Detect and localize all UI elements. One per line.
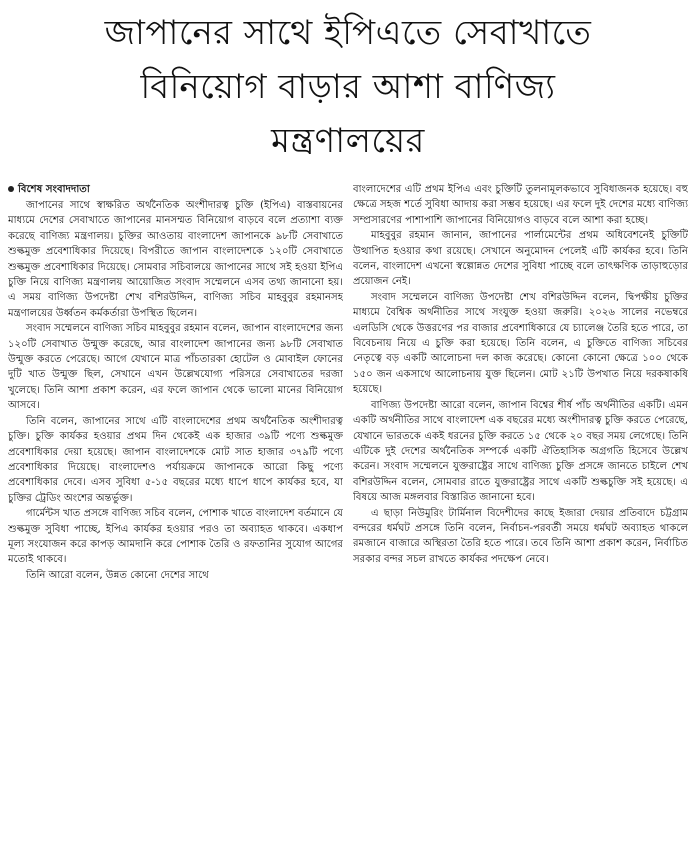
left-column [8, 182, 343, 846]
headline-line-3: মন্ত্রণালয়ের [271, 121, 425, 161]
headline [0, 6, 696, 168]
headline-line-2: বিনিয়োগ বাড়ার আশা বাণিজ্য [140, 67, 556, 107]
paragraph: সংবাদ সম্মেলনে বাণিজ্য উপদেষ্টা শেখ বশিরউদ্দিন বলেন, দ্বিপক্ষীয় চুক্তির মাধ্যমে বৈশ্বিক অর্থনীতির সাথে সংযুক্ত হওয়া জরুরি। ২০২৬ সালের নভেম্বরে এলডিসি থেকে উত্তরণের পর বাজার প্রবেশাধিকারে যে চ্যালেঞ্জ তৈরি হতে পারে, তা বিবেচনায় নিয়ে এ চুক্তি করা হয়েছে। তিনি বলেন, এ চুক্তিতে বাণিজ্য সচিবের নেতৃত্বে বড় একটি আলোচনা দল কাজ করেছে। কোনো কোনো ক্ষেত্রে ১০০ থেকে ১৫০ জন একসাথে আলোচনায় যুক্ত ছিলেন। মোট ২১টি উপখাত নিয়ে দরকষাকষি হয়েছে। [353, 291, 688, 396]
paragraph: তিনি বলেন, জাপানের সাথে এটি বাংলাদেশের প্রথম অর্থনৈতিক অংশীদারত্ব চুক্তি। চুক্তি কার্যকর হওয়ার প্রথম দিন থেকেই এক হাজার ৩৯টি পণ্যে শুল্কমুক্ত প্রবেশাধিকার দেয়া হয়েছে। জাপান বাংলাদেশকে মোট সাত হাজার ৩৭৯টি পণ্যে প্রবেশাধিকার দিয়েছে। বাংলাদেশও পর্যায়ক্রমে জাপানকে আরো কিছু পণ্যে প্রবেশাধিকার দেবে। এসব সুবিধা ৫-১৫ বছরের মধ্যে ধাপে ধাপে কার্যকর হবে, যা চুক্তির ট্রেডিং অংশের অন্তর্ভুক্ত। [8, 415, 343, 504]
paragraph: জাপানের সাথে স্বাক্ষরিত অর্থনৈতিক অংশীদারত্ব চুক্তি (ইপিএ) বাস্তবায়নের মাধ্যমে দেশের সেবাখাতে জাপানের মানসম্মত বিনিয়োগ বাড়বে বলে প্রত্যাশা ব্যক্ত করেছে বাণিজ্য মন্ত্রণালয়। চুক্তির আওতায় বাংলাদেশ জাপানকে ৯৮টি সেবাখাতে শুল্কমুক্ত প্রবেশাধিকার দিয়েছে। বিপরীতে জাপান বাংলাদেশকে ১২০টি সেবাখাতে শুল্কমুক্ত প্রবেশাধিকার দিয়েছে। সোমবার সচিবালয়ে জাপানের সাথে সই হওয়া ইপিএ চুক্তি নিয়ে বাণিজ্য মন্ত্রণালয় আয়োজিত সংবাদ সম্মেলনে এসব তথ্য জানানো হয়। এ সময় বাণিজ্য উপদেষ্টা শেখ বশিরউদ্দিন, বাণিজ্য সচিব মাহবুবুর রহমানসহ মন্ত্রণালয়ের উর্ধ্বতন কর্মকর্তারা উপস্থিত ছিলেন। [8, 200, 343, 319]
paragraph: এ ছাড়া নিউমুরিং টার্মিনাল বিদেশীদের কাছে ইজারা দেয়ার প্রতিবাদে চট্টগ্রাম বন্দরের ধর্মঘট প্রসঙ্গে তিনি বলেন, নির্বাচন-পরবর্তী সময়ে ধর্মঘট অব্যাহত থাকলে রমজানে বাজারে অস্থিরতা তৈরি হতে পারে। তবে তিনি আশা প্রকাশ করেন, নির্বাচিত সরকার বন্দর সচল রাখতে কার্যকর পদক্ষেপ নেবে। [353, 507, 688, 565]
paragraph: গার্মেন্টস খাত প্রসঙ্গে বাণিজ্য সচিব বলেন, পোশাক খাতে বাংলাদেশ বর্তমানে যে শুল্কমুক্ত সুবিধা পাচ্ছে, ইপিএ কার্যকর হওয়ার পরও তা অব্যাহত থাকবে। একধাপ মূল্য সংযোজন করে কাপড় আমদানি করে পোশাক তৈরি ও রফতানির সুযোগ আগের মতোই থাকবে। [8, 508, 343, 566]
article-body [8, 182, 688, 846]
paragraph: সংবাদ সম্মেলনে বাণিজ্য সচিব মাহবুবুর রহমান বলেন, জাপান বাংলাদেশের জন্য ১২০টি সেবাখাত উন্মুক্ত করেছে, আর বাংলাদেশ জাপানের জন্য ৯৮টি সেবাখাত উন্মুক্ত করতে পেরেছে। আগে যেখানে মাত্র পাঁচতারকা হোটেল ও মোবাইল ফোনের দুটি খাত উন্মুক্ত ছিল, সেখানে এখন উল্লেখযোগ্য পরিসরে সেবাখাতের দরজা খুলেছে। তিনি আশা প্রকাশ করেন, এর ফলে জাপান থেকে ভালো মানের বিনিয়োগ আসবে। [8, 323, 343, 412]
byline-text: বিশেষ সংবাদদাতা [18, 184, 90, 195]
headline-line-1: জাপানের সাথে ইপিএতে সেবাখাতে [104, 13, 592, 53]
right-column [353, 182, 688, 846]
paragraph: বাংলাদেশের এটি প্রথম ইপিএ এবং চুক্তিটি তুলনামূলকভাবে সুবিধাজনক হয়েছে। বহু ক্ষেত্রে সহজ শর্তে সুবিধা আদায় করা সম্ভব হয়েছে। এর ফলে দুই দেশের মধ্যে বাণিজ্য সম্প্রসারণের পাশাপাশি জাপানের বিনিয়োগও বাড়বে বলে আশা করা হচ্ছে। [353, 184, 688, 226]
paragraph: তিনি আরো বলেন, উন্নত কোনো দেশের সাথে [26, 569, 209, 581]
paragraph: বাণিজ্য উপদেষ্টা আরো বলেন, জাপান বিশ্বের শীর্ষ পাঁচ অর্থনীতির একটি। এমন একটি অর্থনীতির সাথে বাংলাদেশ এক বছরের মধ্যে অংশীদারত্ব চুক্তি করতে পেরেছে, যেখানে ভারতকে একই ধরনের চুক্তি করতে ১৫ থেকে ২০ বছর সময় লেগেছে। তিনি এটিকে দুই দেশের অর্থনৈতিক সম্পর্কে একটি ঐতিহাসিক অগ্রগতি হিসেবে উল্লেখ করেন। সংবাদ সম্মেলনে যুক্তরাষ্ট্রের সাথে বাণিজ্য চুক্তি প্রসঙ্গে জানতে চাইলে শেখ বশিরউদ্দিন বলেন, সোমবার রাতে যুক্তরাষ্ট্রের সাথে একটি শুল্কচুক্তি সই হয়েছে। এ বিষয়ে আজ মঙ্গলবার বিস্তারিত জানানো হবে। [353, 399, 688, 504]
paragraph: মাহবুবুর রহমান জানান, জাপানের পার্লামেন্টের প্রথম অধিবেশনেই চুক্তিটি উত্থাপিত হওয়ার কথা রয়েছে। সেখানে অনুমোদন পেলেই এটি কার্যকর হবে। তিনি বলেন, বাংলাদেশ এখনো স্বল্পোন্নত দেশের সুবিধা পাচ্ছে বলে তাৎক্ষণিক তাড়াহুড়োর প্রয়োজন নেই। [353, 230, 688, 288]
bullet-icon [8, 186, 14, 192]
byline [8, 182, 343, 197]
